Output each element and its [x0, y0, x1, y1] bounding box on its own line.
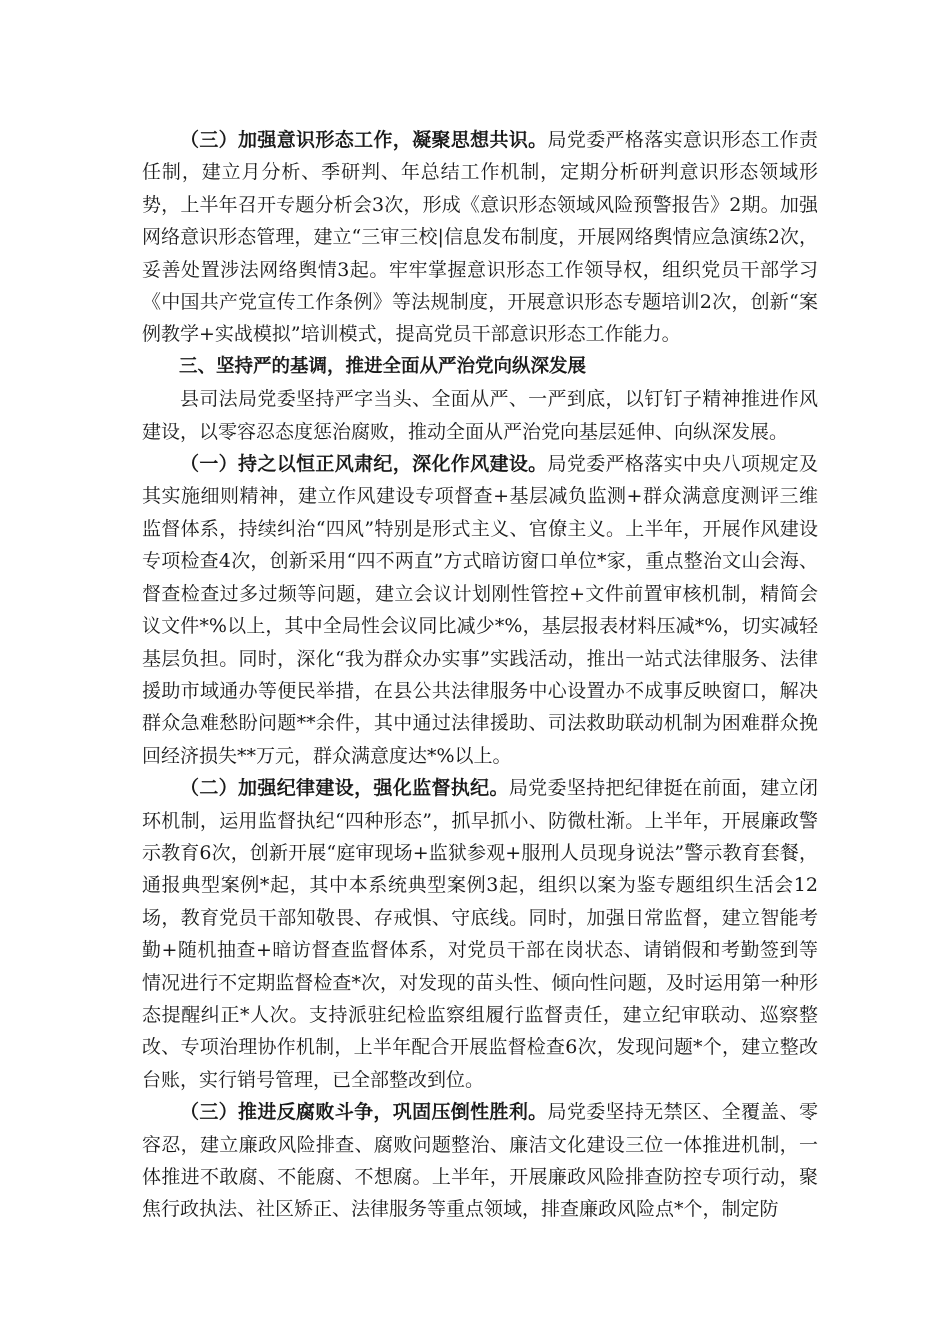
paragraph-anti-corruption	[142, 1096, 818, 1226]
paragraph-ideology-work	[142, 124, 818, 351]
paragraph-text: 县司法局党委坚持严字当头、全面从严、一严到底，以钉钉子精神推进作风建设，以零容忍态度惩治腐败，推动全面从严治党向基层延伸、向纵深发展。	[142, 388, 818, 443]
paragraph-discipline	[142, 772, 818, 1096]
paragraph-lead: （一）持之以恒正风肃纪，深化作风建设。	[180, 453, 548, 476]
paragraph-text: 局党委严格落实意识形态工作责任制，建立月分析、季研判、年总结工作机制，定期分析研判意识形态领域形势，上半年召开专题分析会3次，形成《意识形态领域风险预警报告》2期。加强网络意识形态管理，建立“三审三校|信息发布制度，开展网络舆情应急演练2次，妥善处置涉法网络舆情3起。牢牢掌握意识形态工作领导权，组织党员干部学习《中国共产党宣传工作条例》等法规制度，开展意识形态专题培训2次，创新“案例教学+实战模拟”培训模式，提高党员干部意识形态工作能力。	[142, 129, 818, 346]
paragraph-lead: （二）加强纪律建设，强化监督执纪。	[180, 777, 509, 800]
section-heading: 三、坚持严的基调，推进全面从严治党向纵深发展	[179, 355, 587, 377]
document-body	[142, 124, 818, 1226]
paragraph-text: 局党委坚持无禁区、全覆盖、零容忍，建立廉政风险排查、腐败问题整治、廉洁文化建设三位一体推进机制，一体推进不敢腐、不能腐、不想腐。上半年，开展廉政风险排查防控专项行动，聚焦行政执法、社区矫正、法律服务等重点领域，排查廉政风险点*个，制定防	[142, 1101, 818, 1221]
paragraph-lead: （三）推进反腐败斗争，巩固压倒性胜利。	[180, 1101, 548, 1124]
paragraph-section-intro	[142, 383, 818, 448]
paragraph-work-style	[142, 448, 818, 772]
paragraph-text: 局党委坚持把纪律挺在前面，建立闭环机制，运用监督执纪“四种形态”，抓早抓小、防微杜渐。上半年，开展廉政警示教育6次，创新开展“庭审现场+监狱参观+服刑人员现身说法”警示教育套餐，通报典型案例*起，其中本系统典型案例3起，组织以案为鉴专题组织生活会12场，教育党员干部知敬畏、存戒惧、守底线。同时，加强日常监督，建立智能考勤+随机抽查+暗访督查监督体系，对党员干部在岗状态、请销假和考勤签到等情况进行不定期监督检查*次，对发现的苗头性、倾向性问题，及时运用第一种形态提醒纠正*人次。支持派驻纪检监察组履行监督责任，建立纪审联动、巡察整改、专项治理协作机制，上半年配合开展监督检查6次，发现问题*个，建立整改台账，实行销号管理，已全部整改到位。	[142, 777, 818, 1091]
paragraph-text: 局党委严格落实中央八项规定及其实施细则精神，建立作风建设专项督查+基层减负监测+群众满意度测评三维监督体系，持续纠治“四风”特别是形式主义、官僚主义。上半年，开展作风建设专项检查4次，创新采用“四不两直”方式暗访窗口单位*家，重点整治文山会海、督查检查过多过频等问题，建立会议计划刚性管控+文件前置审核机制，精简会议文件*%以上，其中全局性会议同比减少*%，基层报表材料压减*%，切实减轻基层负担。同时，深化“我为群众办实事”实践活动，推出一站式法律服务、法律援助市域通办等便民举措，在县公共法律服务中心设置办不成事反映窗口，解决群众急难愁盼问题**余件，其中通过法律援助、司法救助联动机制为困难群众挽回经济损失**万元，群众满意度达*%以上。	[142, 453, 818, 767]
paragraph-lead: （三）加强意识形态工作，凝聚思想共识。	[180, 129, 548, 151]
